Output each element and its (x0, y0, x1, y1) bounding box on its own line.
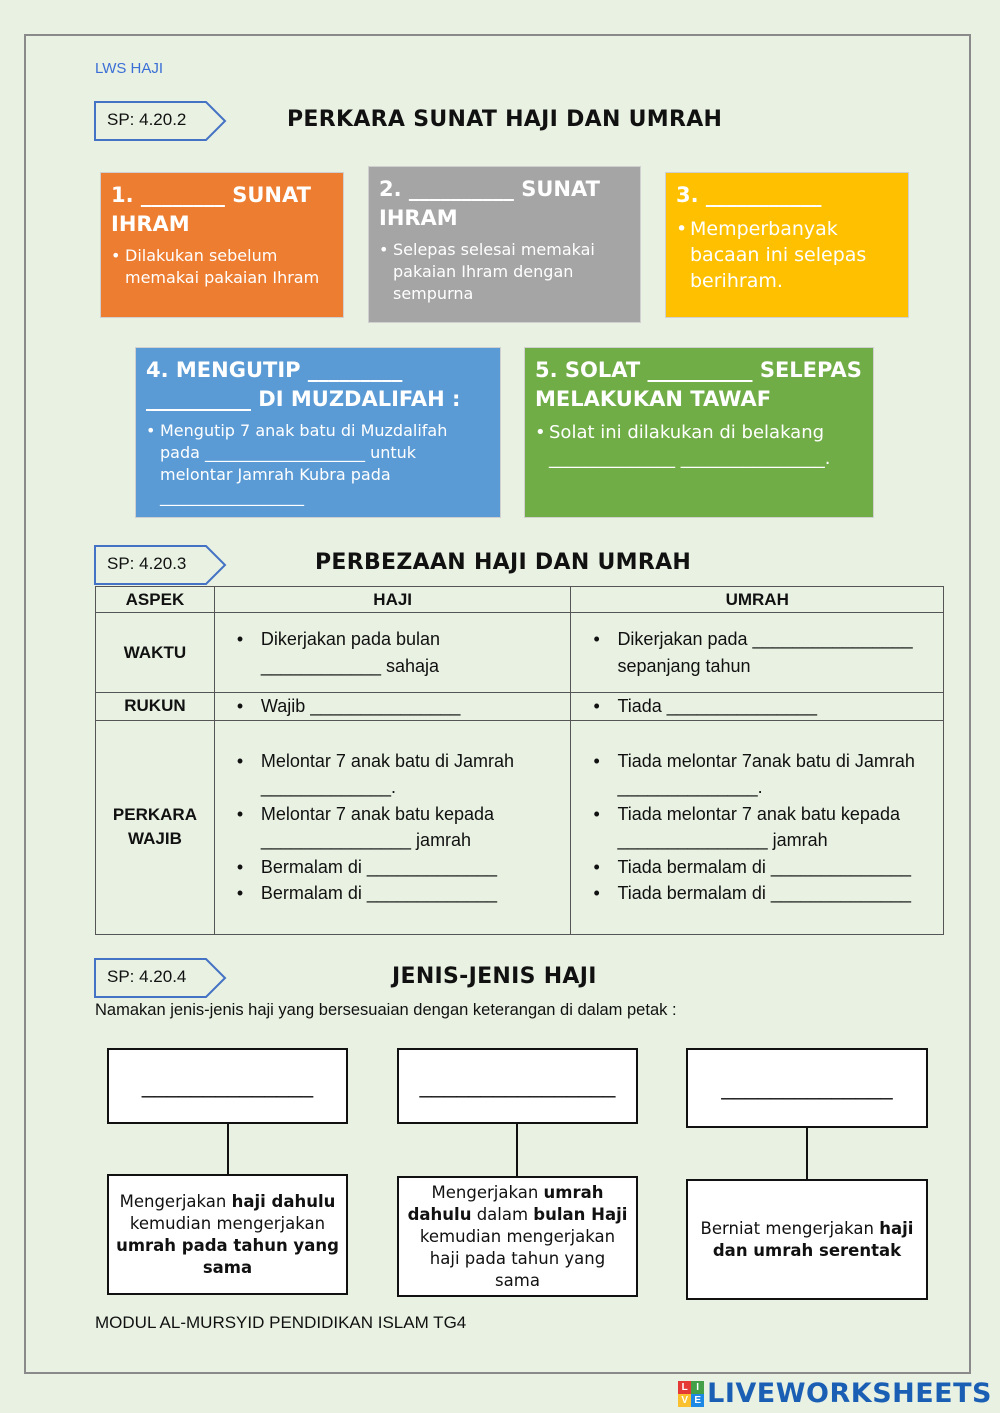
aspek-cell: PERKARA WAJIB (96, 720, 215, 934)
description-box-3: Berniat mengerjakan haji dan umrah serentak (686, 1179, 928, 1300)
card-title: 5. SOLAT __________ SELEPAS MELAKUKAN TAWAF (535, 358, 862, 411)
list-item: • Bermalam di _____________ (237, 880, 563, 907)
liveworksheets-watermark (678, 1378, 992, 1409)
header-aspek: ASPEK (96, 587, 215, 613)
connector-line (806, 1128, 808, 1179)
card-title: 3. ___________ (676, 183, 822, 207)
umrah-cell (571, 613, 944, 693)
section-title-sunat: PERKARA SUNAT HAJI DAN UMRAH (287, 107, 723, 132)
umrah-cell (571, 693, 944, 721)
header-haji: HAJI (214, 587, 571, 613)
watermark-text: LIVEWORKSHEETS (707, 1378, 992, 1409)
aspek-cell: WAKTU (96, 613, 215, 693)
connector-line (227, 1124, 229, 1174)
card-sunat-1 (100, 172, 344, 318)
list-item: • Dikerjakan pada bulan ____________ sahaja (237, 626, 563, 679)
card-bullet: • Solat ini dilakukan di belakang ______________ ________________. (535, 420, 863, 472)
list-item: • Dikerjakan pada ________________ sepanjang tahun (593, 626, 935, 679)
card-title: 1. ________ SUNAT IHRAM (111, 183, 311, 236)
comparison-table (95, 586, 944, 935)
list-item: • Wajib _______________ (237, 693, 563, 720)
liveworksheets-logo-icon: L I V E (678, 1381, 704, 1407)
card-title: 4. MENGUTIP _________ __________ DI MUZDALIFAH : (146, 358, 461, 411)
card-sunat-3 (665, 172, 909, 318)
answer-blank: ________________ (419, 1073, 616, 1098)
card-sunat-4 (135, 347, 501, 518)
aspek-cell: RUKUN (96, 693, 215, 721)
sp-tag-4-20-2: SP: 4.20.2 (94, 101, 226, 139)
connector-line (516, 1124, 518, 1176)
umrah-cell (571, 720, 944, 934)
card-bullet: • Dilakukan sebelum memakai pakaian Ihram (111, 245, 333, 289)
list-item: • Tiada melontar 7 anak batu kepada _______________ jamrah (593, 801, 935, 854)
card-title: 2. __________ SUNAT IHRAM (379, 177, 600, 230)
answer-blank: ______________ (141, 1073, 314, 1098)
list-item: • Melontar 7 anak batu kepada _______________ jamrah (237, 801, 563, 854)
header-label: LWS HAJI (95, 60, 164, 77)
answer-box-1[interactable] (107, 1048, 348, 1124)
card-bullet: • Mengutip 7 anak batu di Muzdalifah pada ____________________ untuk melontar Jamrah Kubra pada __________________ (146, 420, 490, 508)
card-sunat-2 (368, 166, 641, 323)
list-item: • Tiada _______________ (593, 693, 935, 720)
section-title-jenis: JENIS-JENIS HAJI (392, 964, 597, 989)
footer-text: MODUL AL-MURSYID PENDIDIKAN ISLAM TG4 (95, 1313, 467, 1332)
card-bullet: • Selepas selesai memakai pakaian Ihram dengan sempurna (379, 239, 630, 305)
haji-cell (214, 720, 571, 934)
card-sunat-5 (524, 347, 874, 518)
card-bullet: • Memperbanyak bacaan ini selepas berihram. (676, 216, 898, 294)
description-box-1: Mengerjakan haji dahulu kemudian mengerjakan umrah pada tahun yang sama (107, 1174, 348, 1295)
answer-blank: ______________ (721, 1075, 893, 1100)
section-title-perbezaan: PERBEZAAN HAJI DAN UMRAH (315, 550, 692, 575)
sp-tag-4-20-3: SP: 4.20.3 (94, 545, 226, 583)
header-umrah: UMRAH (571, 587, 944, 613)
sp-tag-4-20-4: SP: 4.20.4 (94, 958, 226, 996)
table-row-waktu (96, 613, 944, 693)
list-item: • Melontar 7 anak batu di Jamrah _____________. (237, 748, 563, 801)
table-header-row (96, 587, 944, 613)
list-item: • Tiada bermalam di ______________ (593, 880, 935, 907)
table-row-rukun (96, 693, 944, 721)
haji-cell (214, 613, 571, 693)
description-box-2: Mengerjakan umrah dahulu dalam bulan Haji kemudian mengerjakan haji pada tahun yang sama (397, 1176, 638, 1297)
instruction-text: Namakan jenis-jenis haji yang bersesuaian dengan keterangan di dalam petak : (95, 1001, 677, 1019)
list-item: • Tiada bermalam di ______________ (593, 854, 935, 881)
list-item: • Bermalam di _____________ (237, 854, 563, 881)
list-item: • Tiada melontar 7anak batu di Jamrah ______________. (593, 748, 935, 801)
haji-cell (214, 693, 571, 721)
answer-box-3[interactable] (686, 1048, 928, 1128)
table-row-perkara-wajib (96, 720, 944, 934)
answer-box-2[interactable] (397, 1048, 638, 1124)
